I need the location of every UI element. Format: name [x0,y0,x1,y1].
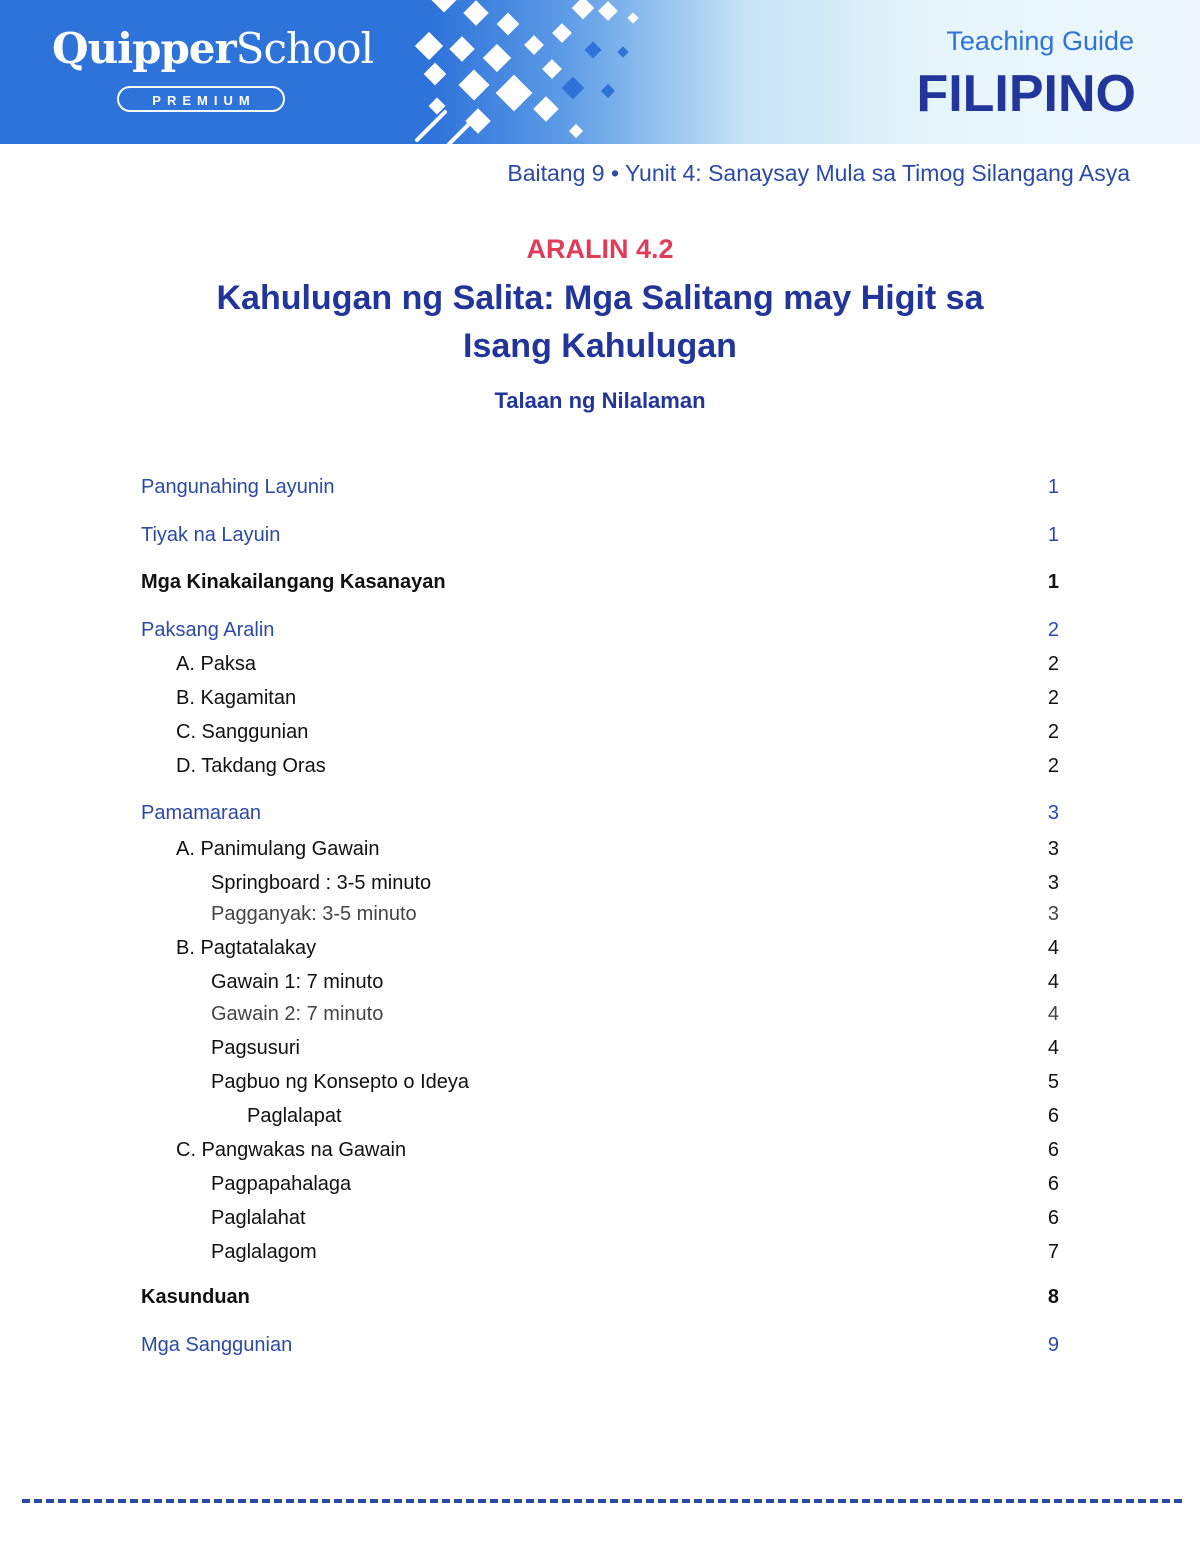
toc-entry-label: Paglalapat [247,1105,342,1127]
toc-entry-page-number: 1 [1047,571,1059,593]
lesson-title-line-1: Kahulugan ng Salita: Mga Salitang may Higit sa [216,279,984,317]
toc-entry-label: A. Paksa [176,653,257,675]
toc-entry-page-number: 6 [1047,1105,1059,1127]
toc-entry[interactable] [0,567,1200,597]
toc-entry[interactable] [0,717,1200,747]
toc-entry-label: Mga Kinakailangang Kasanayan [141,571,446,593]
toc-entry-label: C. Pangwakas na Gawain [176,1139,407,1161]
toc-entry-page-number: 2 [1047,721,1059,743]
toc-entry-label: Mga Sanggunian [141,1334,293,1356]
toc-entry[interactable] [0,751,1200,781]
toc-entry-label: Pagpapahalaga [211,1173,352,1195]
footer-dashed-divider [22,1499,1182,1503]
toc-entry[interactable] [0,933,1200,963]
toc-entry[interactable] [0,1237,1200,1267]
lesson-number: ARALIN 4.2 [526,234,674,264]
toc-entry-label: Paglalahat [211,1207,306,1229]
toc-entry[interactable] [0,649,1200,679]
toc-entry-page-number: 3 [1047,903,1059,925]
toc-entry[interactable] [0,1203,1200,1233]
toc-entry-page-number: 2 [1047,755,1059,777]
logo-light-text: School [235,24,374,73]
toc-entry-page-number: 2 [1047,653,1059,675]
toc-entry[interactable] [0,1067,1200,1097]
toc-entry-label: Pamamaraan [141,802,262,824]
toc-entry-page-number: 1 [1047,524,1059,546]
toc-entry-label: Pagganyak: 3-5 minuto [211,903,417,925]
toc-entry[interactable] [0,1330,1200,1360]
toc-entry[interactable] [0,834,1200,864]
toc-entry-label: C. Sanggunian [176,721,309,743]
toc-entry-page-number: 2 [1047,619,1059,641]
toc-entry-label: Tiyak na Layuin [141,524,281,546]
toc-entry-page-number: 6 [1047,1173,1059,1195]
teaching-guide-label: Teaching Guide [946,26,1134,56]
toc-entry-label: Gawain 2: 7 minuto [211,1003,384,1025]
toc-entry-page-number: 3 [1047,872,1059,894]
toc-entry-page-number: 5 [1047,1071,1059,1093]
breadcrumb: Baitang 9 • Yunit 4: Sanaysay Mula sa Timog Silangang Asya [507,160,1130,186]
toc-entry-label: Kasunduan [141,1286,250,1308]
toc-entry[interactable] [0,1169,1200,1199]
toc-entry[interactable] [0,615,1200,645]
toc-entry-page-number: 8 [1047,1286,1059,1308]
toc-entry-page-number: 6 [1047,1207,1059,1229]
toc-entry-page-number: 7 [1047,1241,1059,1263]
toc-entry-page-number: 2 [1047,687,1059,709]
toc-entry-page-number: 1 [1047,476,1059,498]
toc-entry-label: Springboard : 3-5 minuto [211,872,432,894]
lesson-title-line-2: Isang Kahulugan [463,327,737,365]
subject-title: FILIPINO [916,65,1136,123]
toc-entry[interactable] [0,868,1200,898]
toc-entry[interactable] [0,472,1200,502]
premium-badge: PREMIUM [117,86,285,112]
toc-entry-label: D. Takdang Oras [176,755,326,777]
toc-entry-label: A. Panimulang Gawain [176,838,380,860]
toc-entry-page-number: 9 [1047,1334,1059,1356]
toc-entry-page-number: 4 [1047,1037,1059,1059]
toc-entry[interactable] [0,798,1200,828]
toc-entry-label: Pangunahing Layunin [141,476,335,498]
toc-entry-page-number: 6 [1047,1139,1059,1161]
toc-entry[interactable] [0,1282,1200,1312]
toc-entry-label: B. Pagtatalakay [176,937,317,959]
toc-heading: Talaan ng Nilalaman [494,388,706,413]
toc-entry[interactable] [0,1101,1200,1131]
toc-entry-page-number: 4 [1047,1003,1059,1025]
logo-bold-text: Quipper [52,24,236,73]
toc-entry-label: Paglalagom [211,1241,317,1263]
toc-entry-label: Pagsusuri [211,1037,300,1059]
toc-entry[interactable] [0,1135,1200,1165]
toc-entry-page-number: 3 [1047,802,1059,824]
toc-entry-page-number: 4 [1047,971,1059,993]
toc-entry-label: Paksang Aralin [141,619,275,641]
toc-entry[interactable] [0,683,1200,713]
toc-entry[interactable] [0,967,1200,997]
toc-entry[interactable] [0,899,1200,929]
toc-entry-label: Gawain 1: 7 minuto [211,971,384,993]
toc-entry[interactable] [0,520,1200,550]
toc-entry-label: B. Kagamitan [176,687,297,709]
toc-entry-label: Pagbuo ng Konsepto o Ideya [211,1071,469,1093]
toc-entry-page-number: 4 [1047,937,1059,959]
toc-entry[interactable] [0,1033,1200,1063]
toc-entry[interactable] [0,999,1200,1029]
toc-entry-page-number: 3 [1047,838,1059,860]
